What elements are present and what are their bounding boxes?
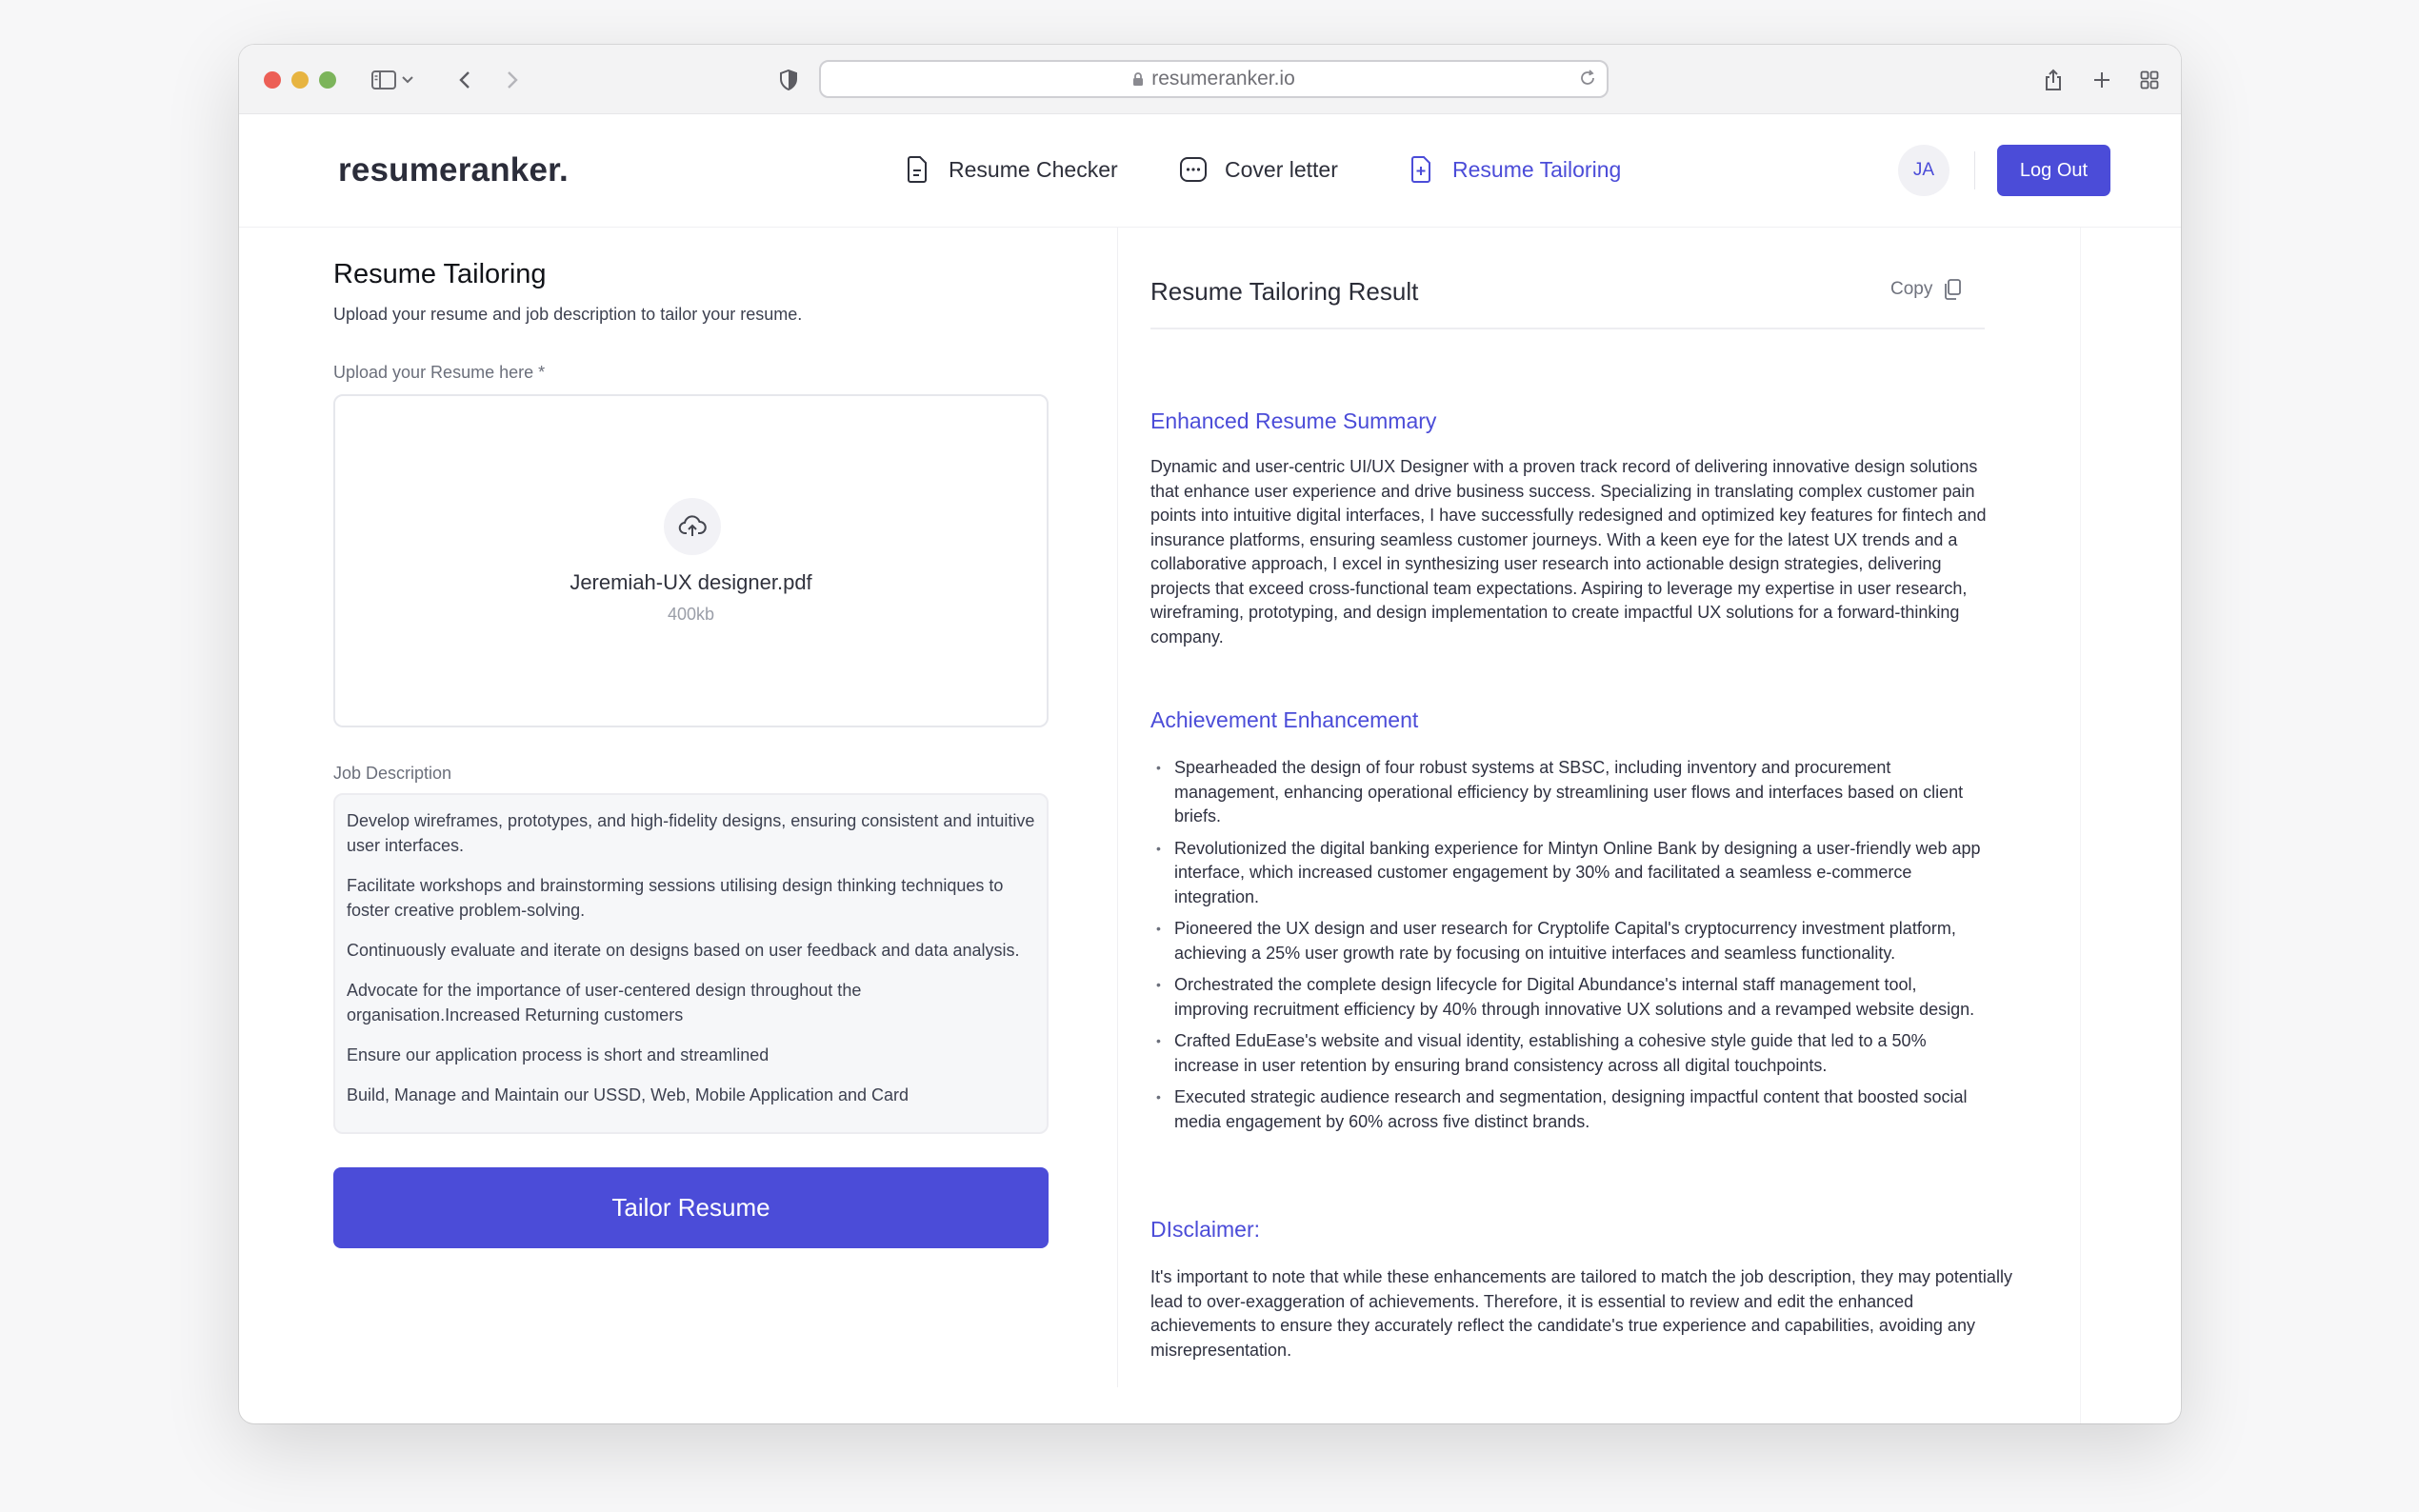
page-title: Resume Tailoring <box>333 259 547 289</box>
app-logo[interactable]: resumeranker. <box>338 151 569 189</box>
disclaimer-text: It's important to note that while these enhancements are tailored to match the job description, they may potentially lead to over-exaggeration of achievements. Therefore, it is essential to review and edit the enhanced achievements to ensure they accurately reflect the candidate's true experience and capabilities, avoiding any misrepresentation. <box>1150 1267 2012 1360</box>
copy-label: Copy <box>1890 279 1933 299</box>
jd-line: Ensure our application process is short and streamlined <box>347 1045 770 1064</box>
job-description-label: Job Description <box>333 764 452 783</box>
job-description-textarea[interactable] <box>333 793 1049 1134</box>
logout-button[interactable]: Log Out <box>1997 145 2110 196</box>
jd-line: Facilitate workshops and brainstorming sessions utilising design thinking techniques to foster creative problem-solving. <box>347 876 1004 920</box>
nav-cover-letter[interactable] <box>1179 152 1338 187</box>
upload-label: Upload your Resume here * <box>333 363 546 382</box>
list-item: • Crafted EduEase's website and visual identity, establishing a cohesive style guide that led to a 50% increase in user retention by ensuring brand consistency across all digital touchpoints. <box>1150 1029 1989 1078</box>
list-item: • Pioneered the UX design and user research for Cryptolife Capital's cryptocurrency investment platform, achieving a 25% user growth rate by focusing on intuitive interfaces and seamless functionality. <box>1150 917 1989 965</box>
tailor-resume-button[interactable]: Tailor Resume <box>333 1167 1049 1248</box>
jd-line: Build, Manage and Maintain our USSD, Web, Mobile Application and Card <box>347 1085 910 1104</box>
chevron-down-icon[interactable] <box>397 64 418 96</box>
tab-overview-icon[interactable] <box>2133 64 2166 96</box>
summary-text: Dynamic and user-centric UI/UX Designer with a proven track record of delivering innovative design solutions that enhance user experience and drive business success. Specializing in translating complex customer pain points into intuitive digital interfaces, I have successfully redesigned and optimized key features for fintech and insurance platforms, ensuring seamless customer journeys. With a keen eye for the latest UX trends and a collaborative approach, I excel in synthesizing user research into actionable design strategies, delivering projects that exceed cross-functional team expectations. Aspiring to leverage my expertise in user research, wireframing, prototyping, and design implementation to create impactful UX solutions for a forward-thinking company. <box>1150 457 1987 647</box>
header-divider <box>1974 151 1975 189</box>
content-right-border <box>2080 228 2081 1423</box>
list-item: • Revolutionized the digital banking experience for Mintyn Online Bank by designing a user-friendly web app interface, which increased customer engagement by 30% and facilitated a seamless e-commerce integration. <box>1150 837 1989 910</box>
jd-line: Advocate for the importance of user-centered design throughout the organisation.Increased Returning customers <box>347 981 862 1025</box>
copy-button[interactable] <box>1890 279 1961 300</box>
list-item: • Spearheaded the design of four robust systems at SBSC, including inventory and procurement management, enhancing operational efficiency by streamlining user flows and interfaces based on client briefs. <box>1150 756 1989 829</box>
zoom-window-button[interactable] <box>319 71 336 89</box>
achievement-heading: Achievement Enhancement <box>1150 707 1419 732</box>
result-divider <box>1150 328 1985 329</box>
browser-window <box>239 45 2181 1423</box>
avatar[interactable]: JA <box>1898 145 1949 196</box>
list-item: • Orchestrated the complete design lifecycle for Digital Abundance's internal staff management tool, improving recruitment efficiency by 40% through innovative UX solutions and a revamped website design. <box>1150 973 1989 1022</box>
url-text: resumeranker.io <box>1151 68 1295 90</box>
browser-toolbar <box>239 45 2181 114</box>
document-plus-icon <box>1407 155 1435 184</box>
privacy-shield-icon[interactable] <box>772 64 805 96</box>
close-window-button[interactable] <box>264 71 281 89</box>
nav-resume-checker[interactable] <box>903 152 1118 187</box>
jd-line: Develop wireframes, prototypes, and high-fidelity designs, ensuring consistent and intuitive user interfaces. <box>347 811 1035 855</box>
nav-resume-tailoring[interactable] <box>1407 152 1621 187</box>
document-check-icon <box>903 155 931 184</box>
header-divider-line <box>239 227 2181 228</box>
sidebar-toggle-icon[interactable] <box>368 64 400 96</box>
forward-arrow-icon[interactable] <box>496 64 529 96</box>
lock-icon <box>1132 71 1144 87</box>
jd-line: Continuously evaluate and iterate on designs based on user feedback and data analysis. <box>347 941 1020 960</box>
result-title: Resume Tailoring Result <box>1150 277 1419 306</box>
summary-heading: Enhanced Resume Summary <box>1150 408 1437 433</box>
back-arrow-icon[interactable] <box>449 64 481 96</box>
cloud-upload-icon <box>664 498 721 555</box>
uploaded-file-size: 400kb <box>667 605 715 624</box>
resume-upload-dropzone[interactable] <box>333 394 1049 727</box>
list-item: • Executed strategic audience research and segmentation, designing impactful content that boosted social media engagement by 60% across five distinct brands. <box>1150 1085 1989 1134</box>
nav-label: Cover letter <box>1225 156 1338 182</box>
new-tab-plus-icon[interactable] <box>2086 64 2118 96</box>
reload-icon[interactable] <box>1578 69 1597 88</box>
share-icon[interactable] <box>2037 64 2069 96</box>
address-bar[interactable] <box>819 60 1609 98</box>
page-subtitle: Upload your resume and job description to tailor your resume. <box>333 305 803 324</box>
chat-dots-icon <box>1179 155 1208 184</box>
disclaimer-heading: DIsclaimer: <box>1150 1217 1261 1242</box>
copy-icon <box>1944 279 1961 300</box>
uploaded-file-name: Jeremiah-UX designer.pdf <box>570 570 812 594</box>
nav-label: Resume Tailoring <box>1452 156 1622 182</box>
minimize-window-button[interactable] <box>291 71 309 89</box>
nav-label: Resume Checker <box>949 156 1118 182</box>
achievement-list <box>1150 756 1989 1142</box>
column-divider <box>1117 228 1118 1387</box>
